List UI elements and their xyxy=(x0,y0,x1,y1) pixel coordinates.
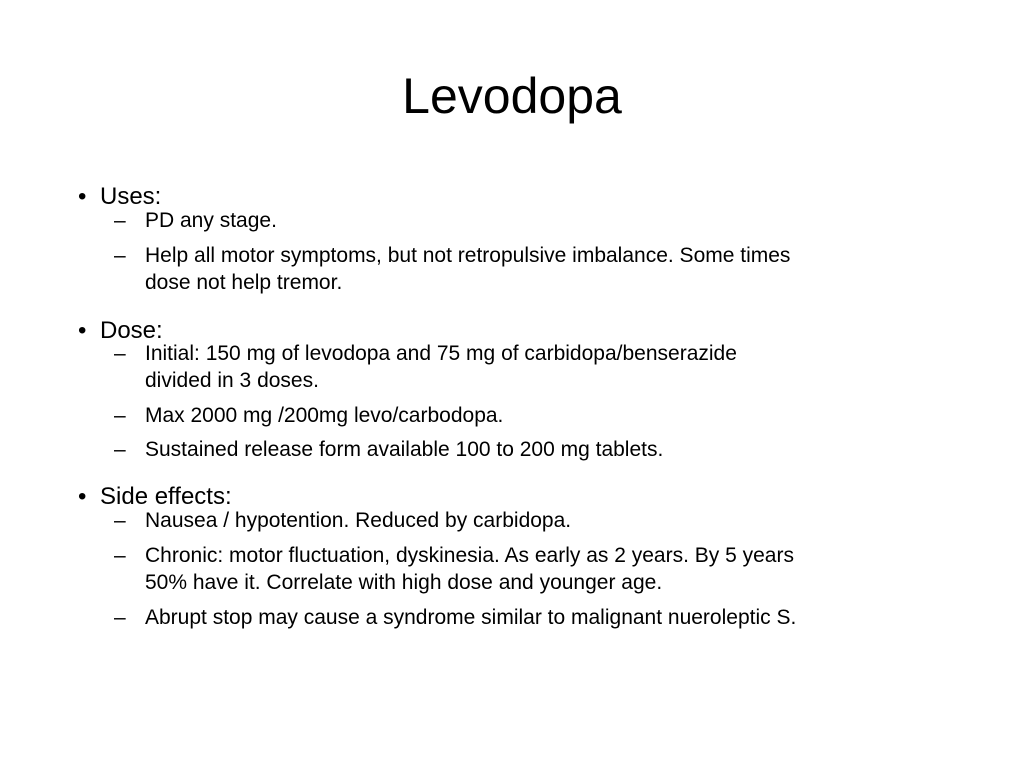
sub-bullet-text: PD any stage. xyxy=(145,209,277,232)
section-label: Dose: xyxy=(100,317,163,344)
sub-bullet-text: dose not help tremor. xyxy=(145,271,343,294)
bullet-icon: • xyxy=(78,483,87,510)
bullet-icon: • xyxy=(78,317,87,344)
sub-bullet-text: Help all motor symptoms, but not retropulsive imbalance. Some times xyxy=(145,244,791,267)
sub-bullet-text: Sustained release form available 100 to 200 mg tablets. xyxy=(145,438,664,461)
dash-icon: – xyxy=(114,438,126,461)
sub-bullet-text: 50% have it. Correlate with high dose and younger age. xyxy=(145,571,663,594)
dash-icon: – xyxy=(114,544,126,567)
dash-icon: – xyxy=(114,244,126,267)
sub-bullet-text: Initial: 150 mg of levodopa and 75 mg of carbidopa/benserazide xyxy=(145,342,737,365)
section-label: Uses: xyxy=(100,183,162,210)
sub-bullet-text: Nausea / hypotention. Reduced by carbidopa. xyxy=(145,509,572,532)
dash-icon: – xyxy=(114,509,126,532)
sub-bullet-text: divided in 3 doses. xyxy=(145,369,319,392)
dash-icon: – xyxy=(114,606,126,629)
sub-bullet-text: Max 2000 mg /200mg levo/carbodopa. xyxy=(145,404,504,427)
section-label: Side effects: xyxy=(100,483,232,510)
dash-icon: – xyxy=(114,404,126,427)
dash-icon: – xyxy=(114,342,126,365)
slide-title: Levodopa xyxy=(402,68,622,124)
sub-bullet-text: Abrupt stop may cause a syndrome similar to malignant nueroleptic S. xyxy=(145,606,797,629)
sub-bullet-text: Chronic: motor fluctuation, dyskinesia. As early as 2 years. By 5 years xyxy=(145,544,794,567)
bullet-icon: • xyxy=(78,183,87,210)
dash-icon: – xyxy=(114,209,126,232)
